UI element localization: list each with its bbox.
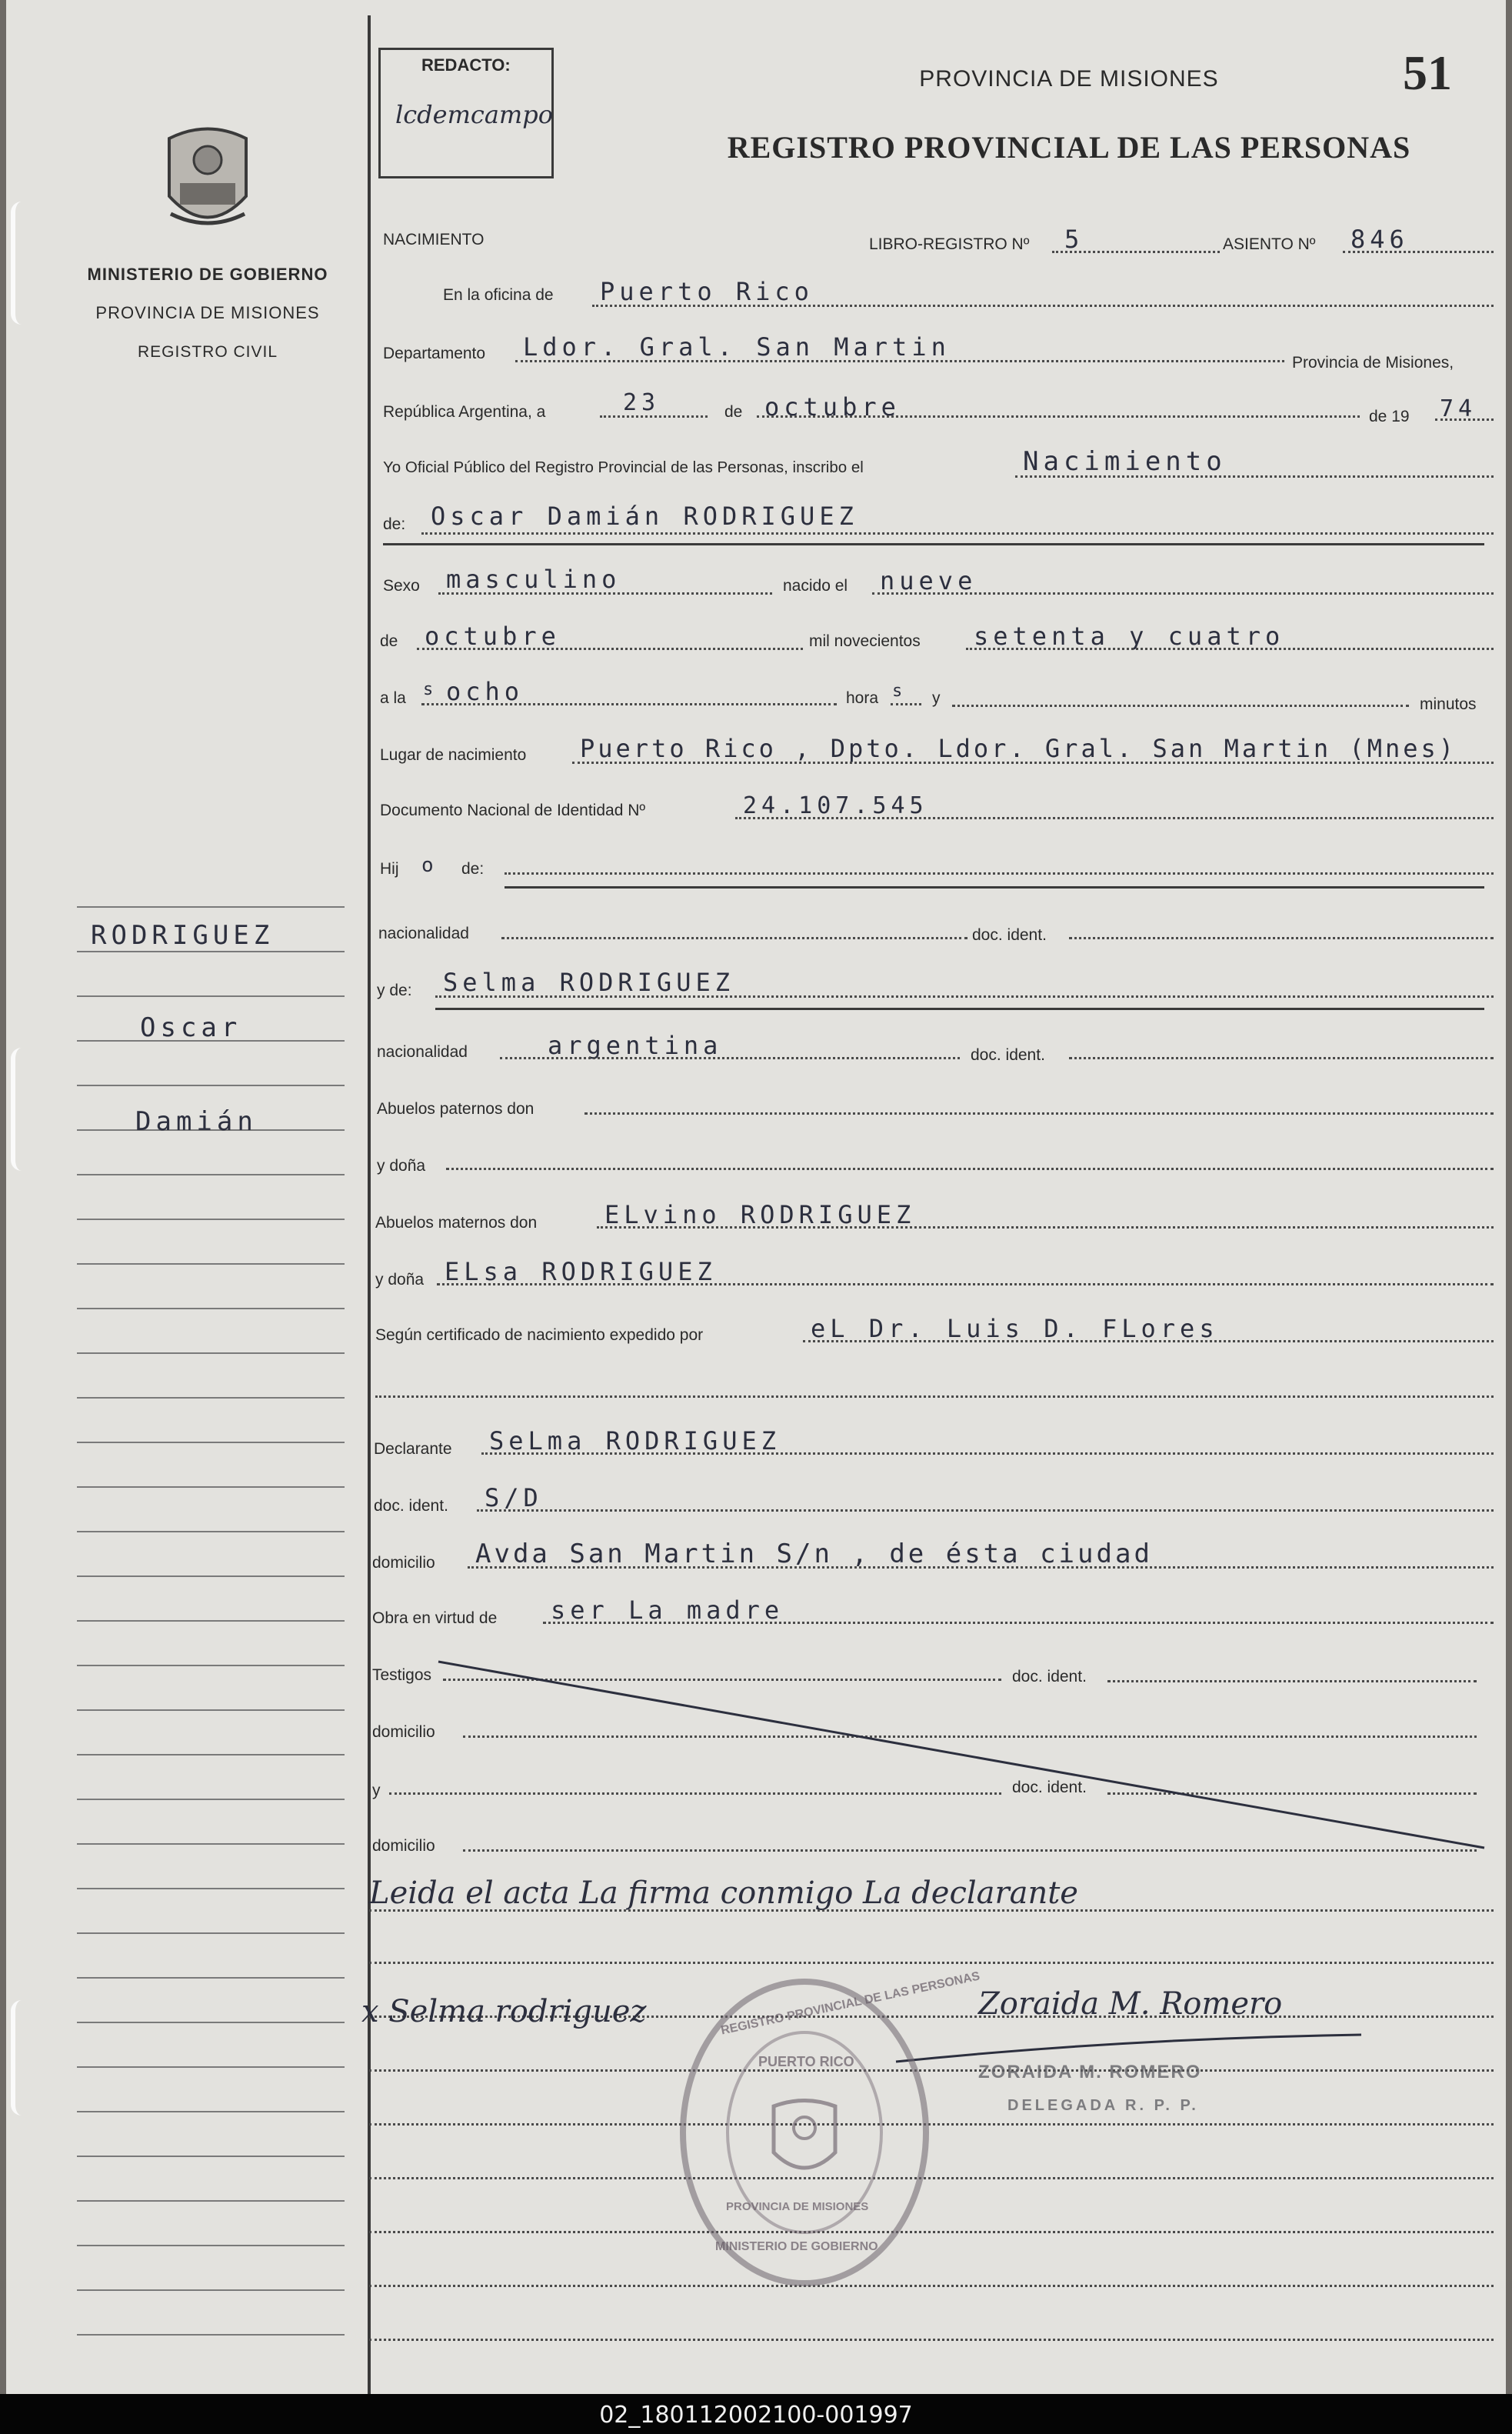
nac-mes-line [417,648,803,650]
page-number: 51 [1403,45,1452,100]
mil-label: mil novecientos [809,632,921,650]
asiento-value: 846 [1350,225,1409,254]
margin-ruled-line [77,1174,345,1175]
domicilio-value: Avda San Martin S/n , de ésta ciudad [475,1539,1153,1569]
dia-line [600,415,708,418]
hijo-suffix: o [421,854,438,877]
province-heading: PROVINCIA DE MISIONES [95,303,320,322]
nac-mes-value: octubre [425,622,561,651]
footer-code: 02_180112002100-001997 [599,2402,913,2429]
minutos-label: minutos [1420,695,1477,713]
asiento-line [1343,251,1494,253]
certificado-line [803,1340,1494,1342]
madre-line [435,995,1494,998]
lugar-label: Lugar de nacimiento [380,746,527,764]
declarante-label: Declarante [374,1440,452,1458]
nacionalidad2-line [500,1057,960,1059]
margin-ruled-line [77,995,345,997]
nacionalidad2-value: argentina [548,1031,723,1060]
margin-rule [368,15,371,2394]
stamp-bottom-text: MINISTERIO DE GOBIERNO [715,2240,878,2253]
strike-line [431,1654,1492,1854]
libro-line [1052,251,1220,253]
margin-ruled-line [77,1843,345,1845]
nacionalidad-line [501,937,967,939]
sexo-value: masculino [446,565,621,594]
binding-hole-bottom [11,2000,32,2116]
margin-surname: RODRIGUEZ [91,920,275,951]
doc-ident2-label: doc. ident. [971,1046,1045,1064]
inscribo-value: Nacimiento [1023,446,1227,477]
abuelo-mat-value: ELvino RODRIGUEZ [604,1200,916,1229]
obra-line [543,1622,1494,1624]
margin-ruled-line [77,2245,345,2246]
margin-ruled-line [77,951,345,952]
doc-ident3-value: S/D [485,1483,543,1512]
blank-line-7 [369,2285,1494,2287]
margin-ruled-line [77,2022,345,2023]
de-anio-label: de 19 [1369,408,1410,425]
hijo-de-label: de: [461,860,485,878]
domicilio-line [468,1566,1494,1569]
domicilio-label: domicilio [372,1554,435,1572]
civil-registry-heading: REGISTRO CIVIL [137,343,278,361]
margin-ruled-line [77,2200,345,2202]
blank-line-1 [369,1962,1494,1964]
anio-value: 74 [1440,395,1477,422]
oficial-label: Yo Oficial Público del Registro Provincial de las Personas, inscribo el [383,458,864,476]
dni-value: 24.107.545 [743,792,928,819]
persona-line [421,532,1494,535]
oficina-line [592,305,1494,307]
province-title: PROVINCIA DE MISIONES [919,66,1219,92]
madre-value: Selma RODRIGUEZ [443,968,734,997]
seal-name: ZORAIDA M. ROMERO [978,2062,1202,2082]
margin-ruled-line [77,1932,345,1934]
oficial-signature: Zoraida M. Romero [978,1986,1283,2022]
margin-ruled-line [77,1665,345,1666]
stamp-prov-text: PROVINCIA DE MISIONES [726,2200,869,2213]
certificado-line-2 [375,1395,1494,1398]
margin-ruled-line [77,2066,345,2068]
redacto-signature: lcdemcampo [395,100,554,129]
seal-role: DELEGADA R. P. P. [1007,2097,1199,2114]
de-persona-label: de: [383,515,406,533]
testigos-label: Testigos [372,1666,432,1684]
blank-line-6 [369,2231,1494,2233]
domicilio3-label: domicilio [372,1837,435,1855]
doc-ident3-label: doc. ident. [374,1497,448,1515]
blank-line-3 [369,2069,1494,2072]
mil-value: setenta y cuatro [974,622,1285,651]
abuelos-pat-line [584,1112,1494,1115]
record-type-label: NACIMIENTO [383,231,485,248]
margin-ruled-line [77,1754,345,1755]
lugar-line [572,762,1494,764]
abuela-mat-line [437,1283,1494,1285]
margin-ruled-line [77,1977,345,1979]
mil-line [966,648,1494,650]
doc-ident5-label: doc. ident. [1012,1779,1087,1796]
nacido-line [872,592,1494,595]
binding-hole-top [11,202,32,325]
margin-ruled-line [77,1263,345,1265]
doc-ident3-line [477,1509,1494,1512]
de-label: de [724,403,743,421]
margin-ruled-line [77,1531,345,1532]
margin-middle-name: Damián [135,1106,258,1137]
departamento-value: Ldor. Gral. San Martin [523,332,951,362]
hora-s2-line [891,703,921,705]
sexo-label: Sexo [383,577,420,595]
hora-label: hora [846,689,879,707]
certificado-value: eL Dr. Luis D. FLores [811,1314,1219,1343]
stamp-top-text: REGISTRO PROVINCIAL DE LAS PERSONAS [719,1969,981,2038]
y-de-label: y de: [377,982,412,999]
margin-ruled-line [77,1575,345,1577]
margin-ruled-line [77,906,345,908]
closing-line [369,1909,1494,1912]
oficina-label: En la oficina de [443,286,554,304]
margin-ruled-line [77,1486,345,1488]
hijo-line [505,872,1494,875]
nacido-label: nacido el [783,577,848,595]
binding-hole-middle [11,1048,32,1171]
sexo-line [438,592,772,595]
persona-rule [383,543,1484,545]
doc-ident-label: doc. ident. [972,926,1047,944]
abuelos-mat-label: Abuelos maternos don [375,1214,538,1232]
blank-line-5 [369,2177,1494,2179]
provincia-suffix: Provincia de Misiones, [1292,354,1454,372]
redacto-label: REDACTO: [421,55,511,75]
doc-ident4-label: doc. ident. [1012,1668,1087,1685]
stamp-emblem [766,2099,843,2183]
margin-ruled-line [77,1620,345,1622]
margin-ruled-line [77,2156,345,2157]
hora-value: ocho [446,677,525,706]
blank-line-8 [369,2339,1494,2341]
hora-line [421,703,837,705]
blank-line-4 [369,2123,1494,2126]
abuela-mat-value: ELsa RODRIGUEZ [445,1257,717,1286]
departamento-line [515,360,1284,362]
libro-label: LIBRO-REGISTRO Nº [869,235,1030,253]
mes-value: octubre [764,392,901,422]
closing-text: Leida el acta La firma conmigo La declarante [369,1876,1078,1911]
margin-ruled-line [77,1219,345,1220]
domicilio2-label: domicilio [372,1723,435,1741]
dia-value: 23 [623,389,661,416]
margin-ruled-line [77,2111,345,2112]
y-dona-line [446,1168,1494,1170]
margin-ruled-line [77,1709,345,1711]
ministry-heading: MINISTERIO DE GOBIERNO [87,265,328,284]
margin-ruled-line [77,1442,345,1443]
abuelo-mat-line [597,1226,1494,1229]
y-dona-label: y doña [377,1157,426,1175]
registry-title: REGISTRO PROVINCIAL DE LAS PERSONAS [727,130,1411,165]
hora-prefix-label: a la [380,689,406,707]
dni-line [735,817,1494,819]
margin-ruled-line [77,1397,345,1399]
nacido-value: nueve [880,566,977,595]
abuelos-pat-label: Abuelos paternos don [377,1100,535,1118]
margin-ruled-line [77,1888,345,1889]
nacionalidad2-label: nacionalidad [377,1043,468,1061]
dni-label: Documento Nacional de Identidad Nº [380,802,646,819]
oficina-value: Puerto Rico [600,277,814,306]
inscribo-line [1015,475,1494,478]
margin-ruled-line [77,2334,345,2336]
certificado-label: Según certificado de nacimiento expedido por [375,1326,704,1344]
obra-value: ser La madre [551,1595,784,1625]
doc-ident2-line [1069,1057,1494,1059]
republica-label: República Argentina, a [383,403,546,421]
persona-value: Oscar Damián RODRIGUEZ [431,502,858,531]
obra-label: Obra en virtud de [372,1609,498,1627]
minutos-line [952,705,1409,707]
libro-value: 5 [1064,225,1084,254]
departamento-label: Departamento [383,345,486,362]
margin-ruled-line [77,1799,345,1800]
declarante-line [481,1452,1494,1455]
hijo-rule [505,886,1484,889]
madre-rule [435,1008,1484,1010]
doc-ident-line [1069,937,1494,939]
margin-ruled-line [77,1352,345,1354]
margin-ruled-line [77,1308,345,1309]
mes-line [757,415,1360,418]
crest-emblem [154,123,261,238]
hora-s2: s [892,682,908,701]
stamp-inner-text: PUERTO RICO [758,2054,854,2069]
y-dona2-label: y doña [375,1271,425,1289]
declarante-value: SeLma RODRIGUEZ [489,1426,781,1455]
anio-line [1435,418,1494,421]
margin-first-name: Oscar [140,1012,242,1043]
y-label: y [932,689,941,707]
nacionalidad-label: nacionalidad [378,925,469,942]
hijo-label: Hij [380,860,399,878]
y2-label: y [372,1782,381,1799]
asiento-label: ASIENTO Nº [1223,235,1316,253]
declarante-signature: x Selma rodriguez [361,1994,647,2029]
hora-s: s [423,680,438,699]
de-mes-label: de [380,632,398,650]
margin-ruled-line [77,1085,345,1086]
lugar-value: Puerto Rico , Dpto. Ldor. Gral. San Martin (Mnes) [580,734,1457,763]
margin-ruled-line [77,2289,345,2291]
